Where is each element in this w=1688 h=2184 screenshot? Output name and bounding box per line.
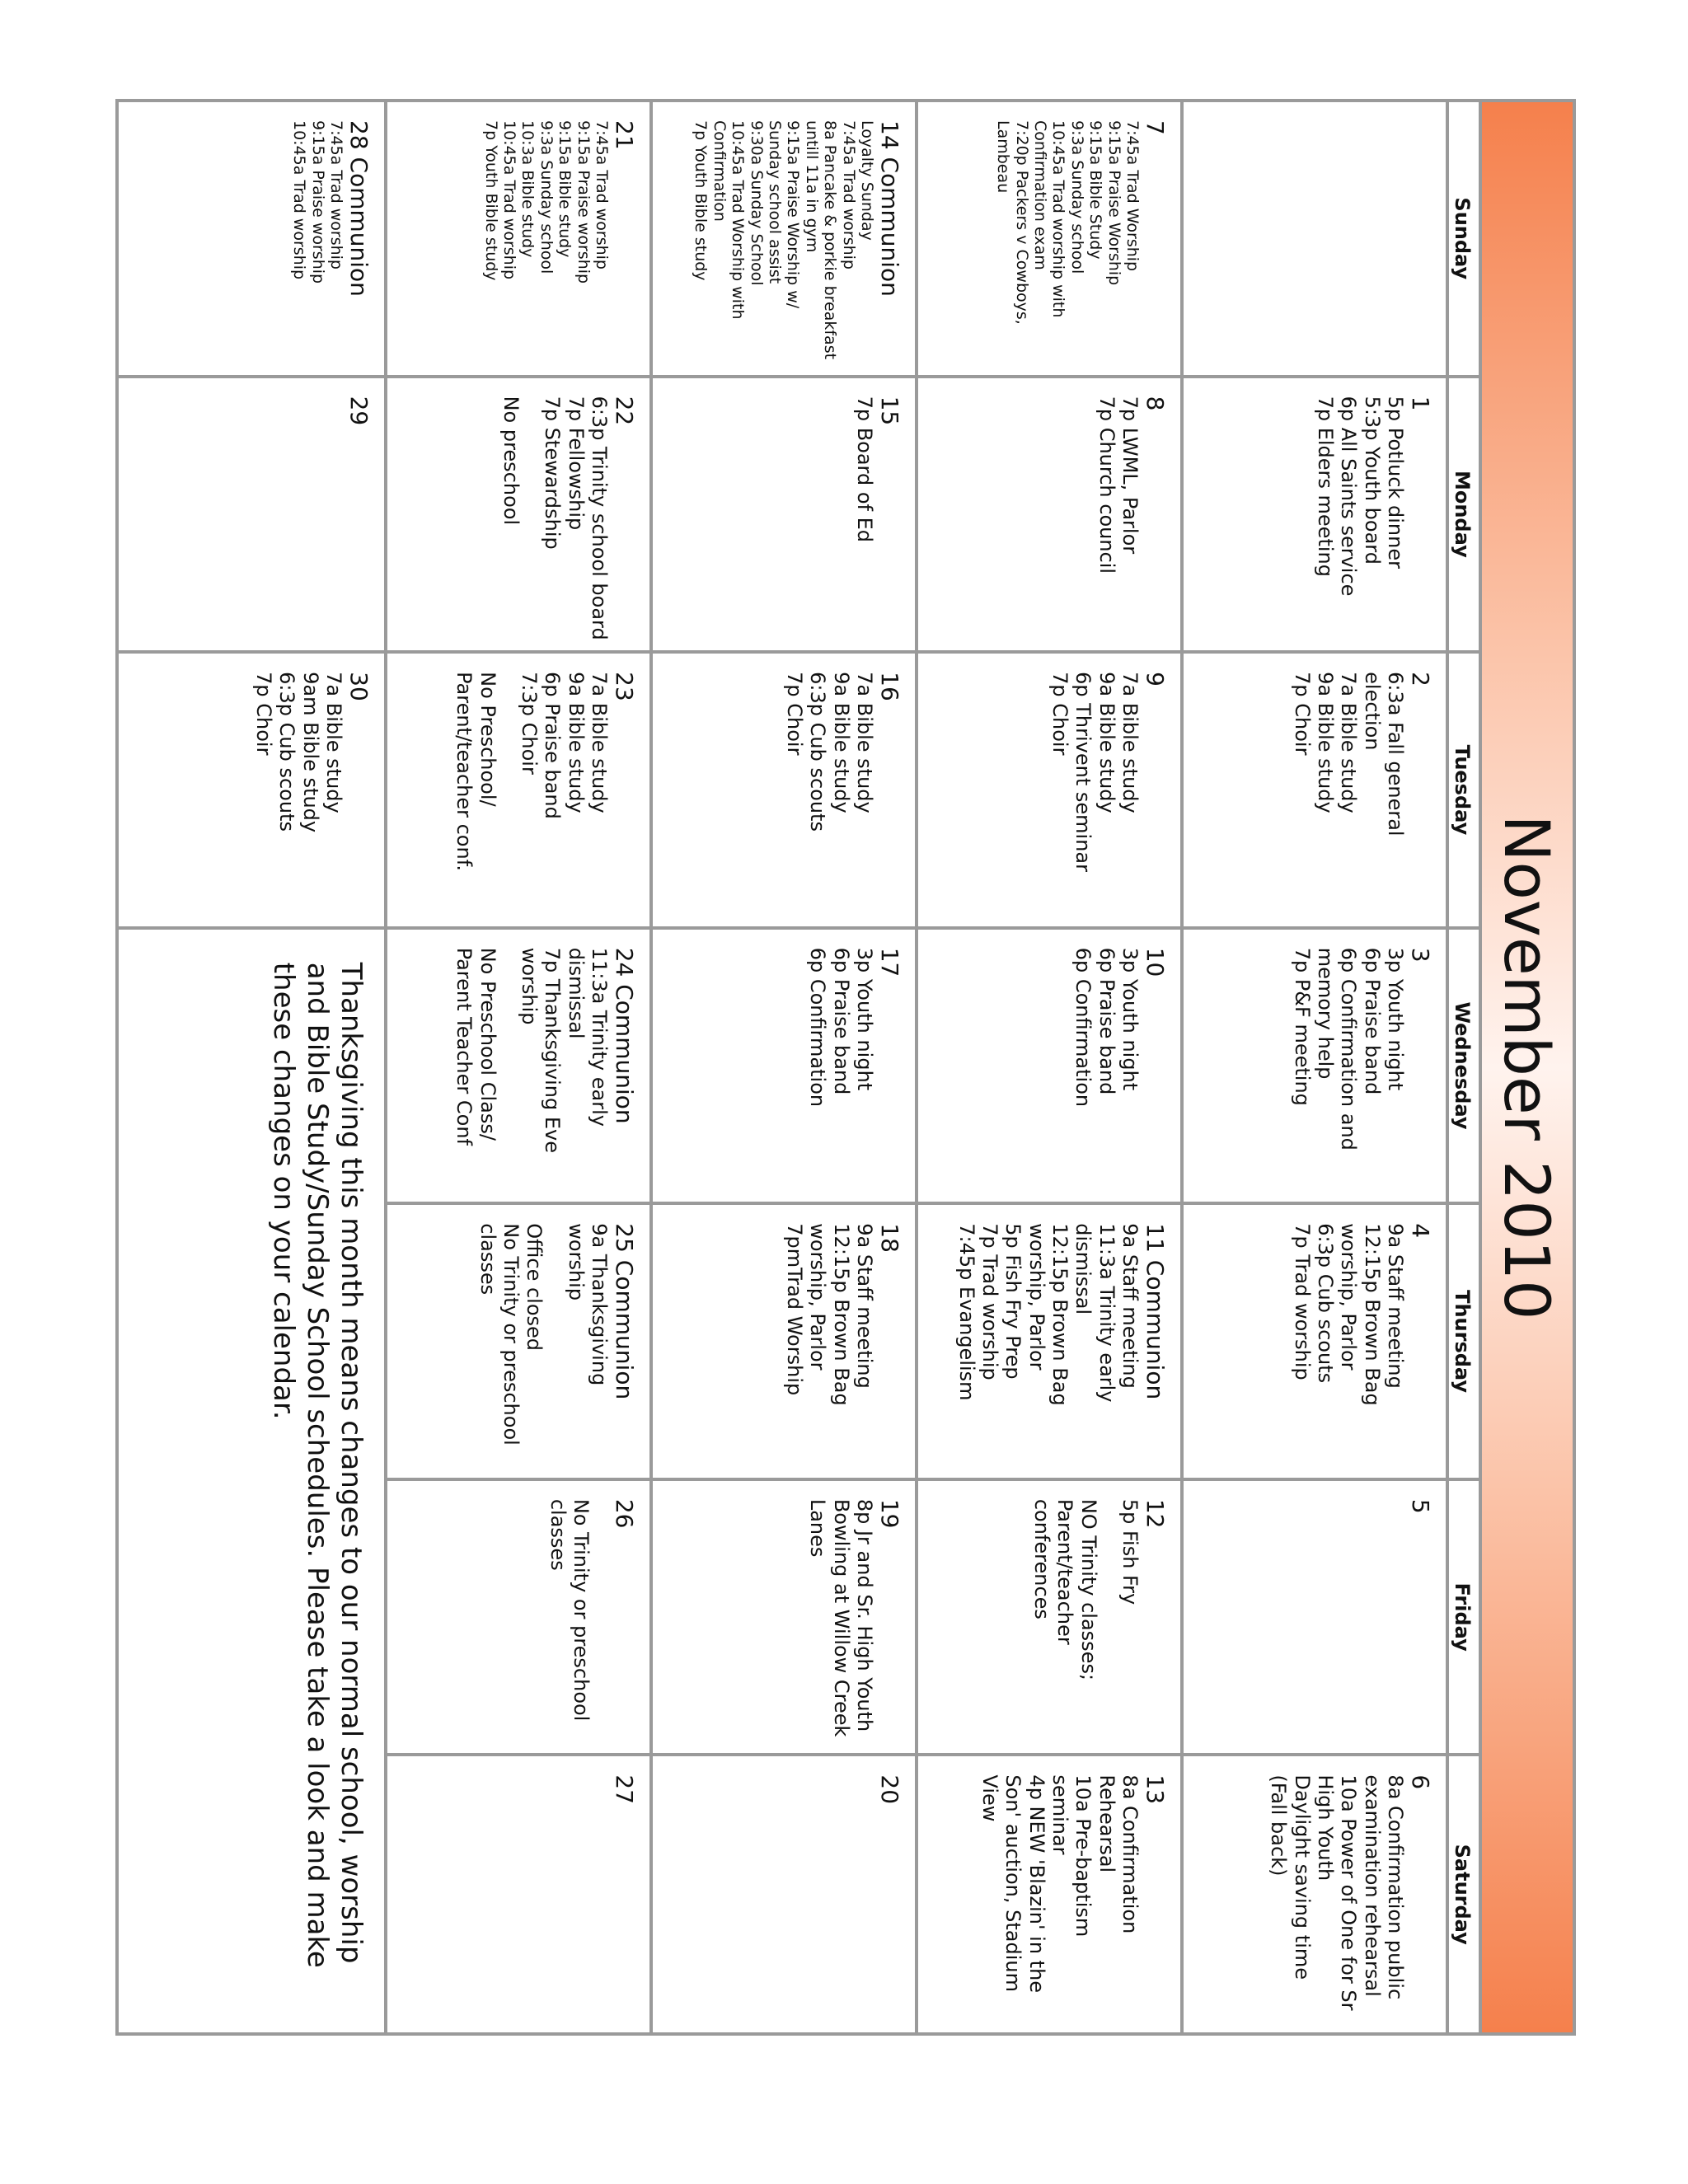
event-item: 6p Thrivent seminar: [1071, 672, 1095, 872]
spacer: [523, 396, 541, 641]
event-item: 11:3a Trinity early dismissal: [1071, 1223, 1118, 1409]
event-item: 9a Staff meeting: [1383, 1223, 1407, 1389]
event-item: 8a Confirmation public examination rehearsal: [1360, 1774, 1407, 2006]
event-item: 6:3p Cub scouts: [1314, 1223, 1338, 1384]
event-item: 7:45a Trad worship: [326, 120, 345, 269]
event-item: 9:3a Sunday school: [537, 120, 556, 274]
day-cell: [649, 654, 915, 930]
day-number: 9: [1142, 672, 1169, 687]
event-item: 7:20p Packers v Cowboys, Lambeau: [994, 120, 1031, 330]
day-number: 15: [876, 396, 903, 426]
event-item: 7a Bible study: [1118, 672, 1142, 813]
event-item: 9a Bible study: [829, 672, 853, 813]
spacer: [1100, 1499, 1118, 1744]
event-item: 5p Fish Fry Prep: [1001, 1223, 1025, 1380]
event-item: 9:15a Praise worship: [574, 120, 593, 284]
day-cell: [1180, 930, 1446, 1206]
spacer: [499, 948, 518, 1193]
day-cell: [1180, 102, 1446, 378]
event-item: 12:15p Brown Bag worship, Parlor: [806, 1223, 853, 1413]
day-number: 24 Communion: [611, 947, 638, 1124]
event-item: 7p P&F meeting: [1290, 947, 1314, 1106]
day-number: 23: [611, 672, 638, 701]
event-item: Loyalty Sunday: [857, 120, 876, 241]
event-item: 7p Fellowship: [564, 396, 588, 531]
day-number: 16: [876, 672, 903, 701]
day-number: 11 Communion: [1142, 1223, 1169, 1400]
day-cell: [915, 102, 1180, 378]
event-item: 7p Choir: [1290, 672, 1314, 756]
day-number: 20: [876, 1774, 903, 1805]
event-item: 9a Bible study: [1314, 672, 1338, 813]
event-item: 7p Church council: [1095, 396, 1118, 574]
event-item: 3p Youth night: [852, 947, 876, 1091]
day-cell: [119, 102, 384, 378]
day-cell: [384, 1205, 649, 1481]
event-item: 10:3a Bible study: [518, 120, 537, 258]
day-cell: [1180, 654, 1446, 930]
event-item: 6p Confirmation: [806, 947, 830, 1108]
event-item: 7:45a Trad worship: [839, 120, 858, 269]
event-item: 6:3a Fall general election: [1360, 672, 1407, 843]
day-number: 22: [611, 396, 638, 426]
day-number: 13: [1142, 1774, 1169, 1805]
event-item: 9:3a Sunday school: [1067, 120, 1086, 274]
day-header: Saturday: [1446, 1756, 1479, 2032]
event-item: 10:45a Trad worship: [499, 120, 518, 280]
event-item: 6p Praise band: [829, 947, 853, 1095]
event-item: 10:45a Trad worship with Confirmation exam: [1030, 120, 1068, 323]
event-item: 10:45a Trad worship: [290, 120, 309, 280]
event-item: 6p Praise band: [1360, 947, 1384, 1095]
day-cell: [915, 1756, 1180, 2032]
event-item: 10a Pre-baptism seminar: [1048, 1774, 1095, 1943]
event-item: 9:30a Sunday School: [747, 120, 766, 286]
event-item: 9:15a Praise worship: [308, 120, 327, 284]
event-item: 5p Potluck dinner: [1383, 396, 1407, 569]
event-item: Daylight saving time (Fall back): [1267, 1774, 1314, 1986]
event-item: 7:45a Trad Worship: [1123, 120, 1142, 272]
event-item: 8a Confirmation Rehearsal: [1095, 1774, 1142, 1940]
day-number: 29: [345, 396, 373, 426]
day-cell: [649, 1205, 915, 1481]
calendar: [115, 99, 1576, 2036]
day-number: 10: [1142, 947, 1169, 977]
day-cell: [915, 930, 1180, 1206]
event-item: 10a Power of One for Sr High Youth: [1314, 1774, 1361, 2018]
event-item: 7a Bible study: [321, 672, 345, 813]
day-number: 18: [876, 1223, 903, 1253]
event-item: 6:3p Cub scouts: [275, 672, 299, 832]
event-note: NO Trinity classes; Parent/teacher conferences: [1030, 1498, 1100, 1687]
day-number: 5: [1407, 1498, 1434, 1514]
event-item: 8a Pancake & porkie breakfast untill 11a in gym: [802, 120, 840, 365]
day-cell: [384, 654, 649, 930]
event-item: 4p NEW 'Blazin' in the Son' auction, Stadium View: [978, 1774, 1048, 1999]
day-cell: [384, 102, 649, 378]
day-cell: [649, 930, 915, 1206]
event-item: 5p Fish Fry: [1118, 1498, 1142, 1605]
calendar-title: November 2010: [1490, 814, 1564, 1320]
title-band: [1479, 102, 1573, 2032]
day-number: 1: [1407, 396, 1434, 411]
event-item: 8p Jr and Sr. High Youth Bowling at Willow Creek Lanes: [806, 1498, 876, 1744]
day-number: 26: [611, 1498, 638, 1529]
event-item: 7p Stewardship: [541, 396, 565, 550]
event-item: 6:3p Cub scouts: [806, 672, 830, 832]
day-number: 19: [876, 1498, 903, 1529]
day-number: 2: [1407, 672, 1434, 687]
event-item: 7p Trad worship: [1290, 1223, 1314, 1380]
event-item: 6p Confirmation: [1071, 947, 1095, 1108]
event-item: 7pmTrad Worship: [783, 1223, 807, 1396]
day-cell: [915, 1205, 1180, 1481]
event-item: 5:3p Youth board: [1360, 396, 1384, 565]
event-note: Office closed: [523, 1223, 546, 1352]
day-number: 21: [611, 120, 638, 150]
event-item: 9:15a Praise Worship w/ Sunday school assist: [765, 120, 803, 314]
day-cell: [1180, 1205, 1446, 1481]
day-cell: [915, 654, 1180, 930]
day-header: Thursday: [1446, 1205, 1479, 1481]
day-header: Sunday: [1446, 102, 1479, 378]
day-number: 8: [1142, 396, 1169, 411]
event-note: No Preschool Class/ Parent Teacher Conf: [452, 947, 499, 1147]
event-item: 6p Praise band: [541, 672, 565, 819]
day-cell: [384, 1481, 649, 1757]
event-item: 3p Youth night: [1383, 947, 1407, 1091]
day-cell: [119, 654, 384, 930]
day-cell: [1180, 1756, 1446, 2032]
day-cell: [384, 378, 649, 654]
day-cell: [649, 378, 915, 654]
event-item: 9:15a Bible study: [556, 120, 574, 258]
event-item: 7p Choir: [783, 672, 807, 756]
event-note: No Trinity or preschool classes: [476, 1223, 523, 1452]
event-item: 9a Bible study: [1095, 672, 1118, 813]
spacer: [499, 672, 518, 916]
day-number: 12: [1142, 1498, 1169, 1529]
event-item: 6p Confirmation and memory help: [1314, 947, 1361, 1157]
event-item: 3p Youth night: [1118, 947, 1142, 1091]
event-item: 7a Bible study: [587, 672, 611, 813]
event-item: 9a Thanksgiving worship: [564, 1223, 611, 1392]
event-item: 7p Choir: [1048, 672, 1072, 756]
event-item: 12:15p Brown Bag worship, Parlor: [1025, 1223, 1072, 1413]
day-number: 27: [611, 1774, 638, 1805]
day-cell: [119, 378, 384, 654]
event-item: 9a Staff meeting: [852, 1223, 876, 1389]
event-item: 7a Bible study: [1337, 672, 1361, 813]
event-item: 6:3p Trinity school board: [587, 396, 611, 640]
event-item: 9a Bible study: [564, 672, 588, 813]
event-item: 9a Staff meeting: [1118, 1223, 1142, 1389]
day-cell: [915, 378, 1180, 654]
day-cell: [1180, 378, 1446, 654]
event-note: No preschool: [499, 396, 523, 526]
thanksgiving-note: Thanksgiving this month means changes to our normal school, worship and Bible Study/Sunday School schedules. Please take a look and make these changes on your calendar.: [267, 962, 368, 1968]
event-item: 7p Youth Bible study: [692, 120, 710, 281]
event-item: 7p Elders meeting: [1314, 396, 1338, 577]
event-item: 7p Choir: [252, 672, 276, 756]
day-header: Friday: [1446, 1481, 1479, 1757]
day-header: Wednesday: [1446, 930, 1479, 1206]
day-cell: [915, 1481, 1180, 1757]
event-item: 9:15a Bible Study: [1086, 120, 1105, 260]
event-item: 7a Bible study: [852, 672, 876, 813]
day-header: Monday: [1446, 378, 1479, 654]
day-number: 7: [1142, 120, 1169, 135]
event-item: 6p All Saints service: [1337, 396, 1361, 597]
day-number: 28 Communion: [345, 120, 373, 297]
event-item: 7:45p Evangelism: [954, 1223, 978, 1401]
day-header: Tuesday: [1446, 654, 1479, 930]
day-number: 14 Communion: [876, 120, 903, 297]
event-item: 12:15p Brown Bag worship, Parlor: [1337, 1223, 1384, 1413]
day-number: 25 Communion: [611, 1223, 638, 1400]
spacer: [593, 1499, 611, 1744]
event-item: 7:3p Choir: [518, 672, 542, 775]
day-cell: [384, 1756, 649, 2032]
day-number: 30: [345, 672, 373, 701]
day-number: 6: [1407, 1774, 1434, 1790]
event-item: 7p Trad worship: [978, 1223, 1002, 1380]
event-item: 10:45a Trad Worship with Confirmation: [710, 120, 748, 325]
event-item: 7p LWML, Parlor: [1118, 396, 1142, 555]
event-item: 9:15a Praise Worship: [1104, 120, 1123, 286]
calendar-grid: [119, 102, 1479, 2032]
day-number: 4: [1407, 1223, 1434, 1239]
day-cell: [1180, 1481, 1446, 1757]
event-item: 9am Bible study: [298, 672, 322, 833]
day-cell: [384, 930, 649, 1206]
event-note: No Trinity or preschool classes: [546, 1498, 593, 1728]
day-number: 17: [876, 947, 903, 977]
event-item: 7p Board of Ed: [852, 396, 876, 543]
event-item: 11:3a Trinity early dismissal: [564, 947, 611, 1133]
spacer: [546, 1223, 564, 1468]
event-note: No Preschool/ Parent/teacher conf.: [452, 672, 499, 872]
event-item: 6p Praise band: [1095, 947, 1118, 1095]
day-cell: [649, 1481, 915, 1757]
day-cell: [649, 1756, 915, 2032]
event-item: 7p Youth Bible study: [481, 120, 500, 281]
event-item: 7p Thanksgiving Eve worship: [518, 947, 565, 1160]
day-number: 3: [1407, 947, 1434, 963]
day-cell: [649, 102, 915, 378]
event-item: 7:45a Trad worship: [592, 120, 611, 269]
